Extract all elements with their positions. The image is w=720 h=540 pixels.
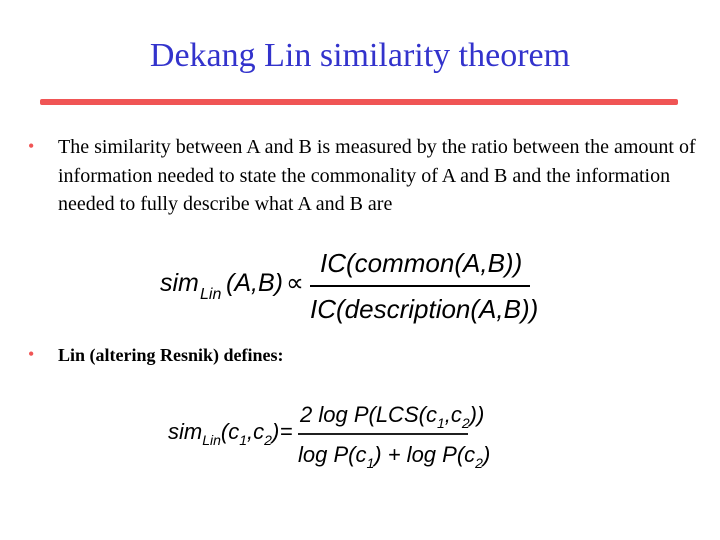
bullet-text-2: Lin (altering Resnik) defines: [58, 345, 284, 365]
formula-lin-proportional [158, 244, 538, 328]
formula2-num-post: )) [469, 402, 485, 427]
formula1-relation: ∝ [286, 269, 304, 297]
formula1-lhs-sub: Lin [200, 286, 222, 303]
bullet-marker: • [28, 136, 35, 156]
formula2-den-mid: ) + log P(c [374, 442, 476, 467]
formula2-relation: = [280, 419, 293, 444]
formula2-den-sub2: 2 [475, 455, 483, 471]
formula2-lhs-open: (c [220, 419, 240, 444]
formula2-den-sub1: 1 [366, 455, 375, 471]
formula2-lhs-main: sim [168, 419, 203, 444]
svg-text:simLin(c1,c2) [168, 419, 279, 448]
formula1-lhs-main: sim [160, 269, 199, 297]
svg-text:2 log P(LCS(c1,c2)) [299, 402, 484, 431]
formula2-num-pre: 2 log P(LCS(c [300, 402, 437, 427]
formula-lin-definition [166, 398, 491, 472]
formula2-lhs-arg1-sub: 1 [239, 432, 248, 448]
formula1-lhs-args: (A,B) [226, 269, 283, 297]
svg-text:log P(c1) + log P(c2) [298, 442, 490, 471]
title-divider [40, 99, 678, 105]
formula2-lhs-arg2-sub: 2 [264, 432, 272, 448]
formula2-lhs-sub: Lin [202, 432, 221, 448]
formula1-numerator: IC(common(A,B)) [320, 248, 523, 278]
formula2-den-post: ) [482, 442, 491, 467]
bullet-marker: • [28, 344, 35, 364]
formula2-num-sub1: 1 [436, 415, 445, 431]
formula2-num-sub2: 2 [461, 415, 470, 431]
formula1-denominator: IC(description(A,B)) [310, 294, 539, 324]
formula2-num-mid: ,c [444, 402, 462, 427]
formula2-lhs-close: ) [271, 419, 280, 444]
formula2-den-pre: log P(c [298, 442, 367, 467]
slide-title: Dekang Lin similarity theorem [149, 37, 571, 74]
bullet-text-1: The similarity between A and B is measured by the ratio between the amount of information needed to state the commonality of A and B and the information needed to fully describe what A and B are [58, 136, 696, 215]
formula2-lhs-mid: ,c [247, 419, 265, 444]
